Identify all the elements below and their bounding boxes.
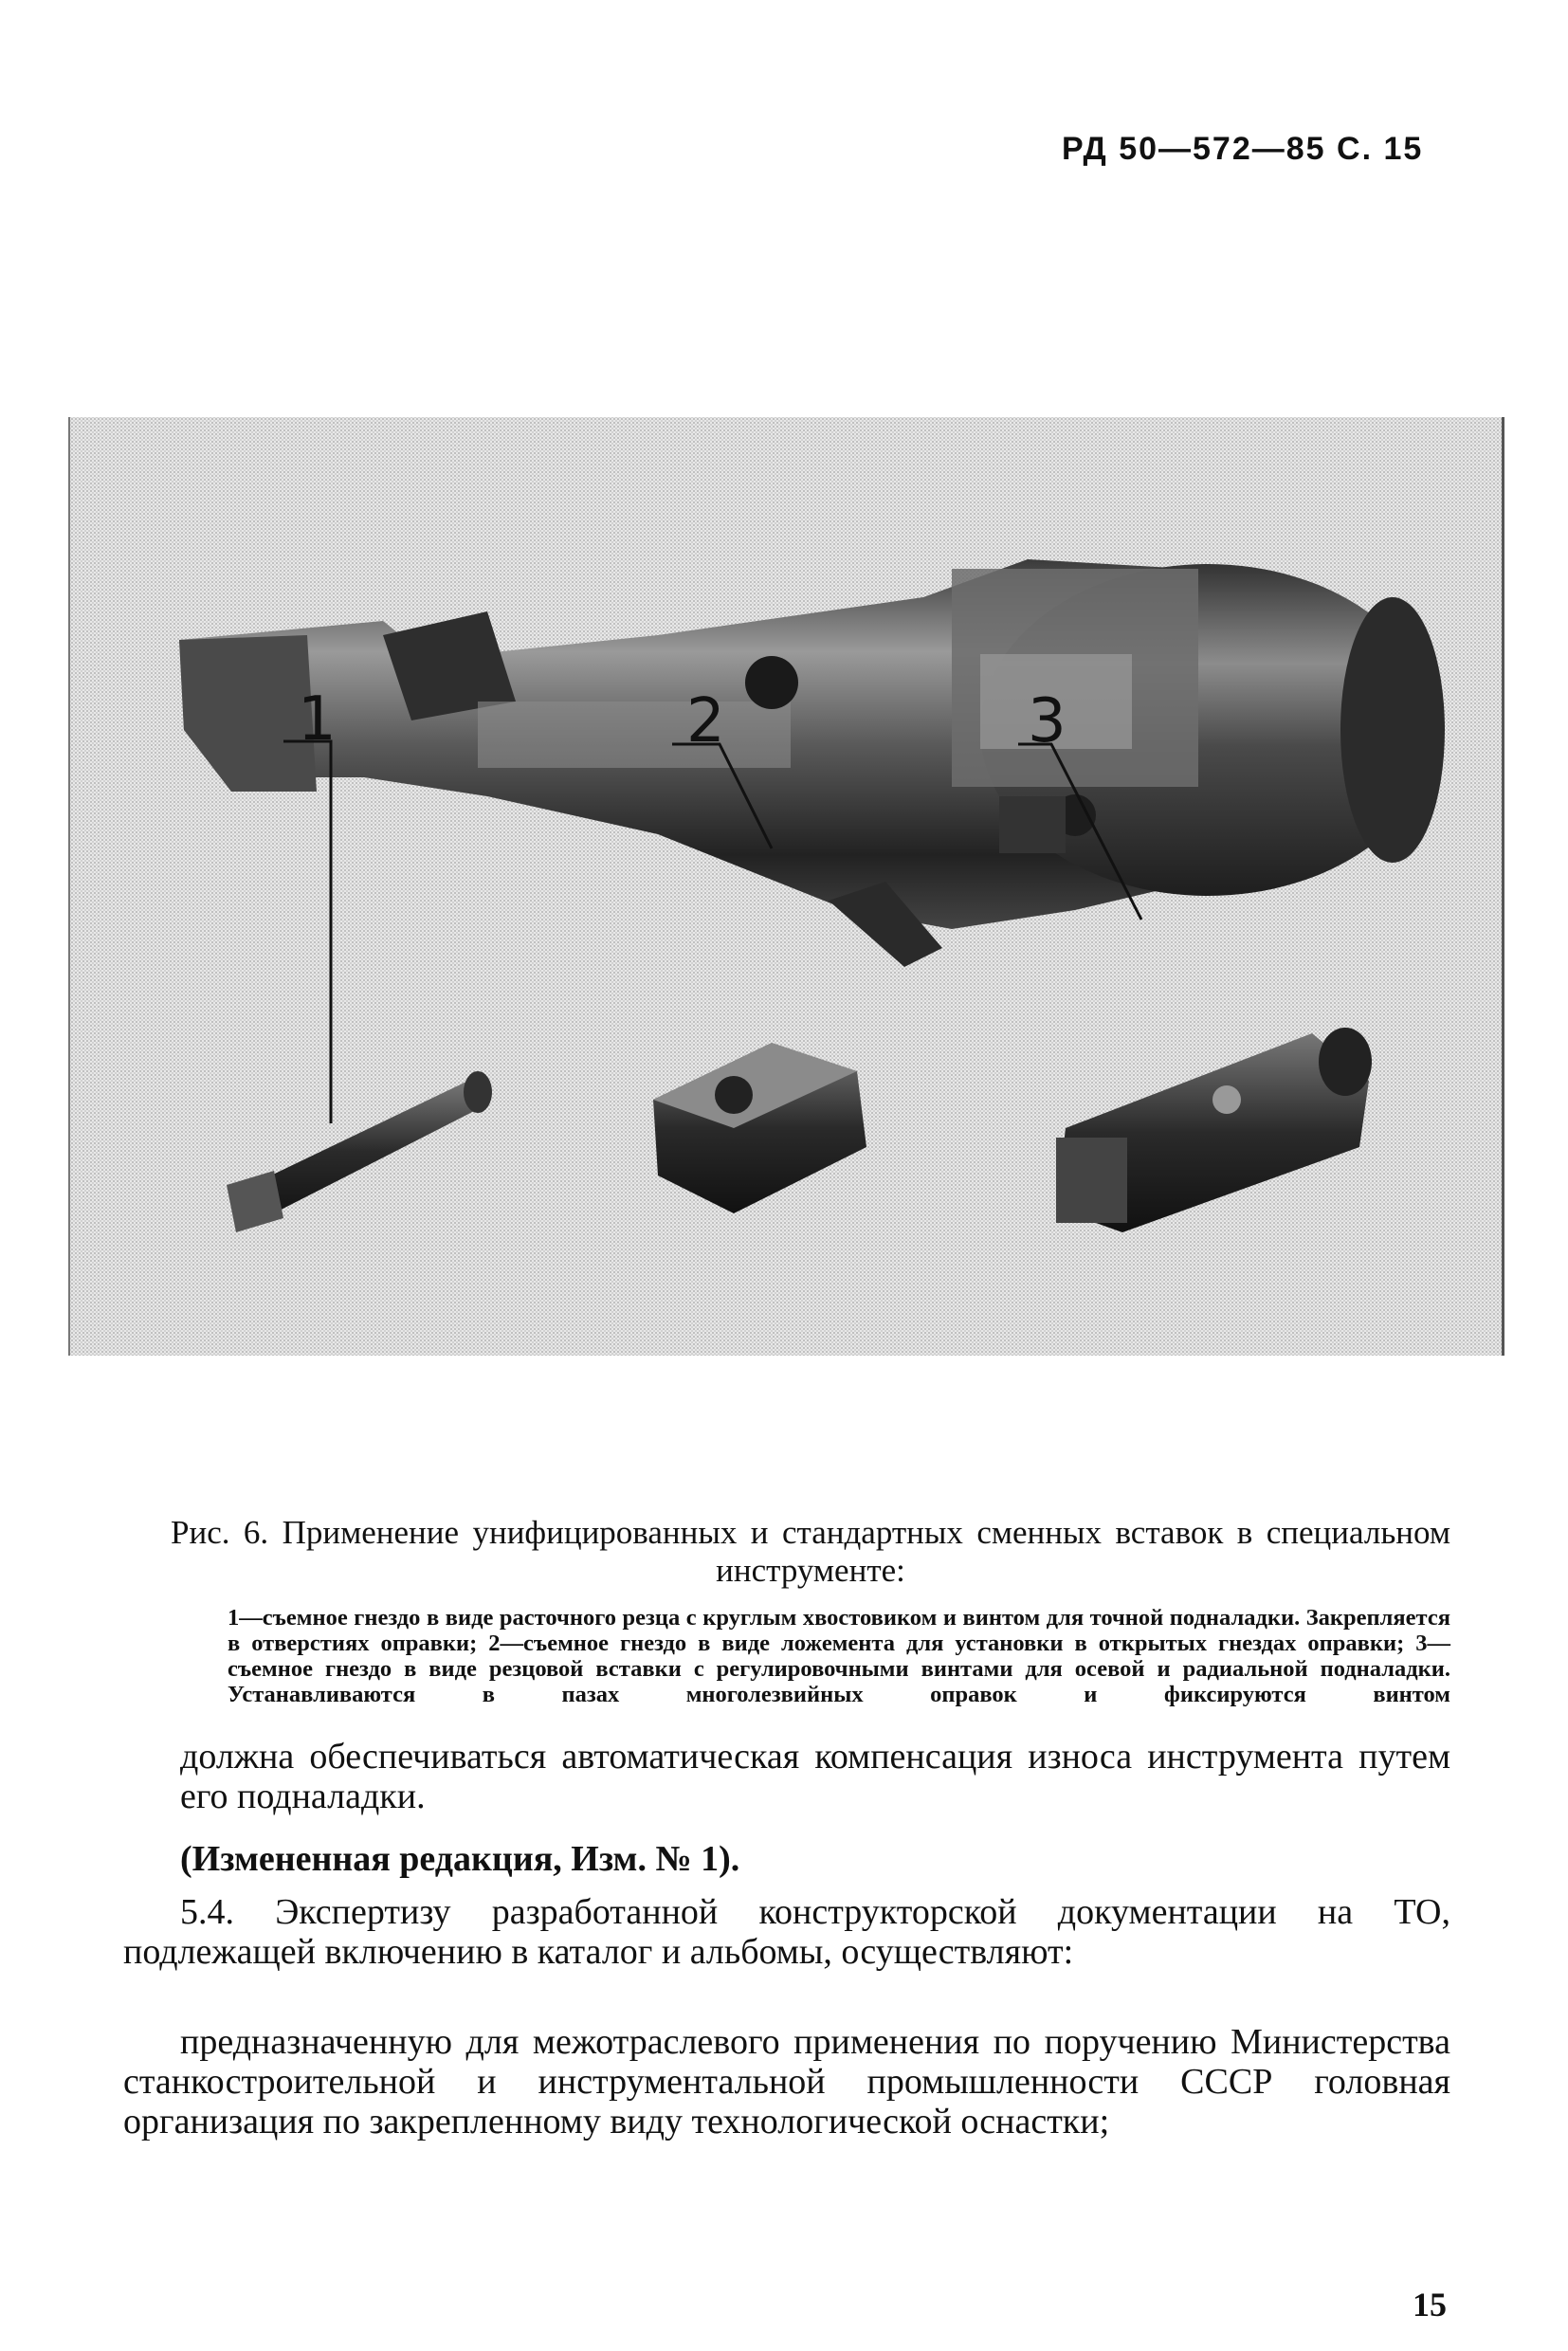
running-header: РД 50—572—85 С. 15 [1062,131,1424,167]
tool-holder-assembly [179,559,1445,967]
figure-photo [68,417,1504,1356]
callout-1: 1 [298,684,337,755]
paragraph-5-4: 5.4. Экспертизу разработанной конструкторской документации на ТО, подлежащей включению в каталог и альбомы, осуществляют: [123,1892,1450,1972]
callout-3: 3 [1028,686,1067,756]
insert-1-boring-cutter [227,1071,492,1232]
figure-legend: 1—съемное гнездо в виде расточного резца с круглым хвостовиком и винтом для точной подналадки. Закрепляется в отверстиях оправки; 2—съемное гнездо в виде ложемента для установки в открытых гнездах оправки; 3—съемное гнездо в виде резцовой вставки с регулировочными винтами для осевой и радиальной подналадки. Устанавливаются в пазах многолезвийных оправок и фиксируются винтом [228,1605,1450,1707]
page-number: 15 [1413,2286,1447,2324]
paragraph-item: предназначенную для межотраслевого применения по поручению Министерства станкостроительной и инструментальной промышленности СССР головная организация по закрепленному виду технологической оснастки; [123,2022,1450,2141]
amendment-note: (Измененная редакция, Изм. № 1). [180,1839,740,1879]
tool-photo-illustration [70,417,1502,1356]
insert-2-cartridge-seat [653,1043,866,1213]
insert-3-adjustable-cutter [1056,1028,1372,1232]
callout-2: 2 [686,686,725,756]
paragraph-continuation: должна обеспечиваться автоматическая компенсация износа инструмента путем его подналадки. [180,1737,1450,1816]
figure-caption-title: Рис. 6. Применение унифицированных и стандартных сменных вставок в специальном инструменте: [171,1514,1450,1589]
